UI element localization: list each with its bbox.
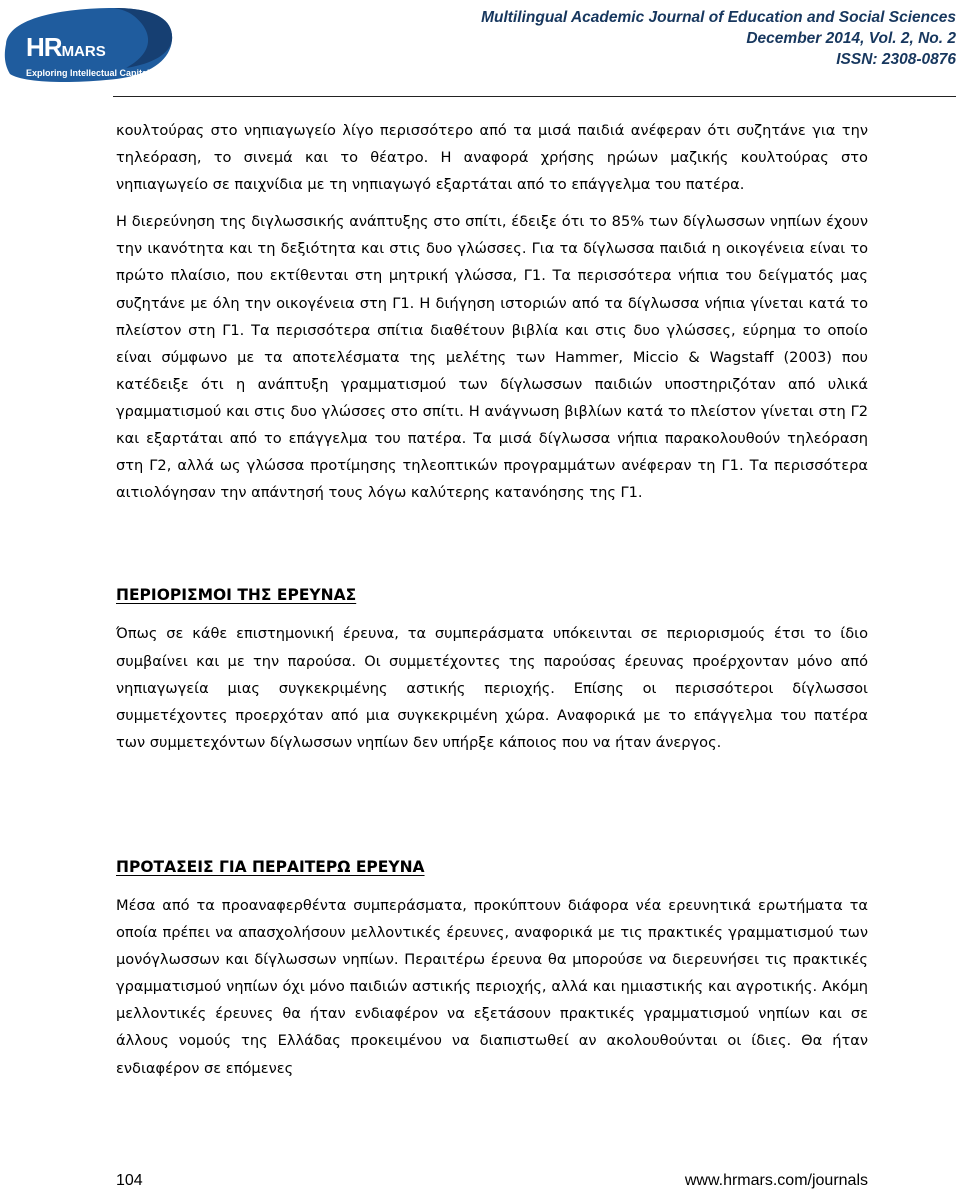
logo-tagline: Exploring Intellectual Capital [26,68,150,78]
header-divider [113,96,956,97]
paragraph: Μέσα από τα προαναφερθέντα συμπεράσματα, προκύπτουν διάφορα νέα ερευνητικά ερωτήματα τα οποία πρέπει να απασχολήσουν μελλοντικές έρευνες, αναφορικά με τις πρακτικές γραμματισμού των μονόγλωσσων και δίγλωσσων νηπίων. Περαιτέρω έρευνα θα μπορούσε να διερευνήσει τις πρακτικές γραμματισμού νηπίων όχι μόνο παιδιών αστικής περιοχής, αλλά και ημιαστικής και αγροτικής. Ακόμη μελλοντικές έρευνες θα ήταν ενδιαφέρον να εξετάσουν πρακτικές γραμματισμού νηπίων και σε άλλους νομούς της Ελλάδας προκειμένου να διαπιστωθεί αν ακολουθούνται οι ίδιες. Θα ήταν ενδιαφέρον σε επόμενες [116,896,868,1077]
paragraph: Όπως σε κάθε επιστημονική έρευνα, τα συμπεράσματα υπόκεινται σε περιορισμούς έτσι το ίδιο συμβαίνει και με την παρούσα. Οι συμμετέχοντες της παρούσας έρευνας προέρχονταν μόνο από νηπιαγωγεία μιας συγκεκριμένης αστικής περιοχής. Επίσης οι περισσότεροι δίγλωσσοι συμμετέχοντες προερχόταν από μια συγκεκριμένη χώρα. Αναφορικά με το επάγγελμα του πατέρα των συμμετεχόντων δίγλωσσων νηπίων δεν υπήρξε κάποιος που να ήταν άνεργος. [116,625,868,751]
footer-url[interactable]: www.hrmars.com/journals [684,1172,868,1189]
logo-text [26,34,156,78]
section-heading-future-research: ΠΡΟΤΑΣΕΙΣ ΓΙΑ ΠΕΡΑΙΤΕΡΩ ΕΡΕΥΝΑ [116,857,425,876]
logo-brand: HRMARS [26,32,106,62]
journal-info [481,7,956,70]
section-heading-limitations: ΠΕΡΙΟΡΙΣΜΟΙ ΤΗΣ ΕΡΕΥΝΑΣ [116,586,357,605]
paragraph: Η διερεύνηση της διγλωσσικής ανάπτυξης στο σπίτι, έδειξε ότι το 85% των δίγλωσσων νηπίων έχουν την ικανότητα και τη δεξιότητα και στις δυο γλώσσες. Για τα δίγλωσσα παιδιά η οικογένεια είναι το πρώτο πλαίσιο, που εκτίθενται στη μητρική γλώσσα, Γ1. Τα περισσότερα νήπια του δείγματός μας συζητάνε με όλη την οικογένεια στη Γ1. Η διήγηση ιστοριών από τα δίγλωσσα νήπια γίνεται κατά το πλείστον στη Γ1. Τα περισσότερα σπίτια διαθέτουν βιβλία και στις δυο γλώσσες, εύρημα το οποίο είναι σύμφωνο με τα αποτελέσματα της μελέτης των Hammer, Miccio & Wagstaff (2003) που κατέδειξε ότι η ανάπτυξη γραμματισμού των δίγλωσσων παιδιών υποστηριζόταν από υλικά γραμματισμού και στις δυο γλώσσες στο σπίτι. Η ανάγνωση βιβλίων κατά το πλείστον γίνεται στη Γ2 και εξαρτάται από το επάγγελμα του πατέρα. Τα μισά δίγλωσσα νήπια παρακολουθούν τηλεόραση στη Γ2, αλλά ως γλώσσα προτίμησης τηλεοπτικών προγραμμάτων ανέφεραν τη Γ1. Τα περισσότερα αιτιολόγησαν την απάντησή τους λόγω καλύτερης κατανόησης της Γ1. [116,213,868,502]
paragraph: κουλτούρας στο νηπιαγωγείο λίγο περισσότερο από τα μισά παιδιά ανέφεραν ότι συζητάνε για την τηλεόραση, το σινεμά και το θέατρο. Η αναφορά χρήσης ηρώων μαζικής κουλτούρας στο νηπιαγωγείο σε παιχνίδια με τη νηπιαγωγό εξαρτάται από το επάγγελμα του πατέρα. [116,122,868,194]
page-header [0,0,960,100]
journal-title: Multilingual Academic Journal of Education and Social Sciences [481,9,956,26]
journal-issue: December 2014, Vol. 2, No. 2 [746,30,956,47]
page-number: 104 [116,1172,143,1189]
article-body [116,117,868,1082]
journal-issn: ISSN: 2308-0876 [836,51,956,68]
